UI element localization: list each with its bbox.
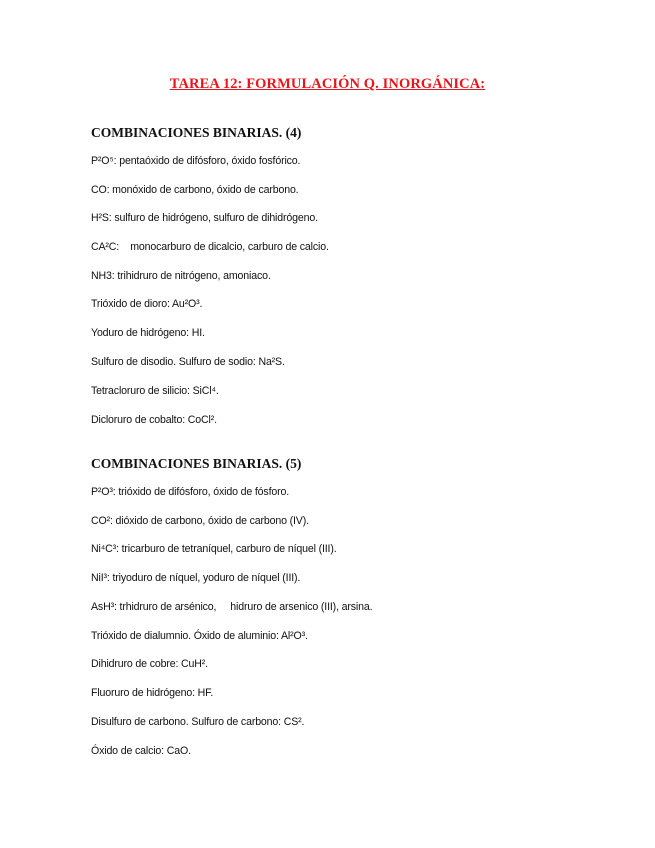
section-5-line-1: P²O³: trióxido de difósforo, óxido de fósforo. [91, 486, 290, 498]
section-5-line-10: Óxido de calcio: CaO. [91, 745, 191, 757]
section-4-line-9: Tetracloruro de silicio: SiCl⁴. [91, 385, 219, 397]
section-4-line-3: H²S: sulfuro de hidrógeno, sulfuro de dihidrógeno. [91, 212, 318, 224]
section-heading-4: COMBINACIONES BINARIAS. (4) [91, 125, 302, 140]
section-4-line-6: Trióxido de dioro: Au²O³. [91, 298, 203, 310]
section-5-line-2: CO²: dióxido de carbono, óxido de carbono (IV). [91, 515, 309, 527]
section-heading-5: COMBINACIONES BINARIAS. (5) [91, 456, 302, 471]
section-4-line-7: Yoduro de hidrógeno: HI. [91, 327, 205, 339]
section-5-line-6: Trióxido de dialumnio. Óxido de aluminio: Al²O³. [91, 630, 308, 642]
document-title: TAREA 12: FORMULACIÓN Q. INORGÁNICA: [169, 76, 486, 92]
section-5-line-5: AsH³: trhidruro de arsénico, hidruro de arsenico (III), arsina. [91, 601, 373, 613]
section-5-line-4: NiI³: triyoduro de níquel, yoduro de níquel (III). [91, 572, 301, 584]
section-5-line-3: Ni⁴C³: tricarburo de tetraníquel, carburo de níquel (III). [91, 543, 337, 555]
section-4-line-2: CO: monóxido de carbono, óxido de carbono. [91, 184, 299, 196]
section-4-line-4: CA²C: monocarburo de dicalcio, carburo de calcio. [91, 241, 329, 253]
section-4-line-10: Dicloruro de cobalto: CoCl². [91, 414, 217, 426]
section-4-line-8: Sulfuro de disodio. Sulfuro de sodio: Na²S. [91, 356, 285, 368]
section-4-line-1: P²O⁵: pentaóxido de difósforo, óxido fosfórico. [91, 155, 301, 167]
section-5-line-9: Disulfuro de carbono. Sulfuro de carbono: CS². [91, 716, 305, 728]
section-5-line-8: Fluoruro de hidrógeno: HF. [91, 687, 214, 699]
section-5-line-7: Dihidruro de cobre: CuH². [91, 658, 208, 670]
section-4-line-5: NH3: trihidruro de nitrógeno, amoniaco. [91, 270, 271, 282]
